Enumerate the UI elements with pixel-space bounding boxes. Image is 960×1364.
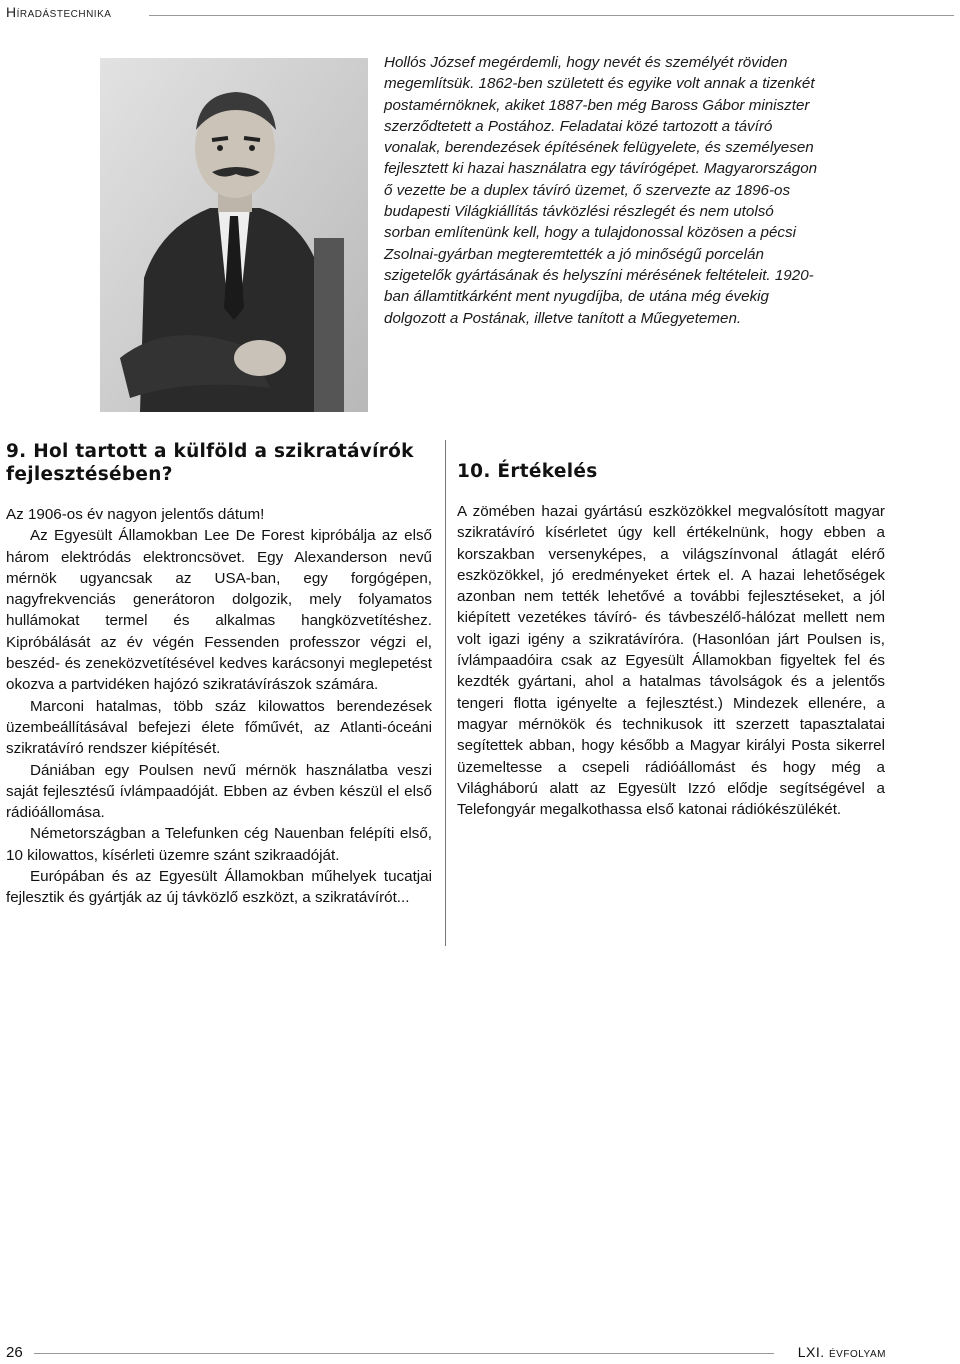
section-10 [457,440,885,820]
portrait-photo [100,58,368,412]
section-9-paragraph: Németországban a Telefunken cég Nauenban felépíti első, 10 kilowattos, kísérleti üzemre szánt szikraadóját. [6,825,432,864]
column-divider [445,440,446,946]
footer-rule [34,1353,774,1354]
section-9-paragraph: Az 1906-os év nagyon jelentős dátum! [6,506,265,523]
section-9-paragraph: Az Egyesült Államokban Lee De Forest kipróbálja az első három elektródás elektroncsövet. Egy Alexanderson nevű mérnök ugyancsak az USA-ban, egy forgógépen, nagyfrekvenciás generátoron dolgozik, mely folyamatos hullámokat termel és alkalmas hangközvetítéshez. Kipróbálását az év végén Fessenden professzor végzi el, beszéd- és zeneközvetítésével kedves karácsonyi meglepetést okozva a partvidéken hajózó szikratávírászok számára. [6,527,432,694]
section-10-heading: 10. Értékelés [457,461,598,482]
section-10-paragraph: A zömében hazai gyártású eszközökkel megvalósított magyar szikratávíró kísérletet úgy kell értékelnünk, hogy ebben a korszakban versenyképes, a világszínvonal átlagát elérő eszközökkel, jó eredményeket értek el. A hazai lehetőségek azonban nem tették lehetővé a további fejlesztéseket, a jól kiépített vezetékes távíró- és távbeszélő-hálózat mellett nem volt igazi igény a szikratávíróra. (Hasonlóan járt Poulsen is, ívlámpaadóira csak az Egyesült Államokban figyeltek fel és kezdték gyártani, ahol a hatalmas távolságok és a jelentős tengeri flotta igényelte a fejlesztést.) Mindezek ellenére, a magyar mérnökök és technikusok itt szerzett tapasztalatai segítettek abban, hogy később a Magyar királyi Posta sikerrel üzemeltesse a csepeli rádióállomást és hogy még a Világháború alatt az Egyesült Izzó elődje segítségével a Telefongyár megalkothassa első katonai rádiókészülékét. [457,503,885,819]
section-9-paragraph: Marconi hatalmas, több száz kilowattos berendezések üzembeállításával befejezi élete főművét, az Atlanti-óceáni szikratávíró rendszer kiépítését. [6,697,432,758]
portrait-illustration [100,58,368,412]
section-9-heading: 9. Hol tartott a külföld a szikratávírók fejlesztésében? [6,441,414,485]
section-9-paragraph: Európában és az Egyesült Államokban műhelyek tucatjai fejlesztik és gyártják az új távközlő eszközt, a szikratávírót... [6,868,432,907]
running-header [6,4,954,26]
header-rule [149,15,954,16]
section-9 [6,440,432,909]
biography-text: Hollós József megérdemli, hogy nevét és személyét röviden megemlítsük. 1862-ben született és egyike volt annak a tizenkét postamérnöknek, akiket 1887-ben még Baross Gábor miniszter szerződtetett a Postához. Feladatai közé tartozott a távíró vonalak, berendezések építésének felügyelete, és személyesen fejlesztett ki hazai használatra egy távírógépet. Magyarországon ő vezette be a duplex távíró üzemet, ő szervezte az 1896-os budapesti Világkiállítás távközlési részlegét és nem utolsó sorban említenünk kell, hogy a tulajdonossal közösen a pécsi Zsolnai-gyárban megteremtették a jó minőségű porcelán szigetelők gyártásának és helyszíni mérésének feltételeit. 1920-ban államtitkárként ment nyugdíjba, de utána még évekig dolgozott a Postának, illetve tanított a Műegyetemen. [384,54,818,327]
section-9-paragraph: Dániában egy Poulsen nevű mérnök használatba veszi saját fejlesztésű ívlámpaadóját. Ebben az évben készül el első rádióállomása. [6,761,432,822]
biography-block [384,52,824,329]
page-number: 26 [6,1344,23,1361]
page-footer [6,1344,886,1364]
journal-title: Híradástechnika [6,4,112,20]
volume-label: LXI. évfolyam [797,1344,886,1360]
